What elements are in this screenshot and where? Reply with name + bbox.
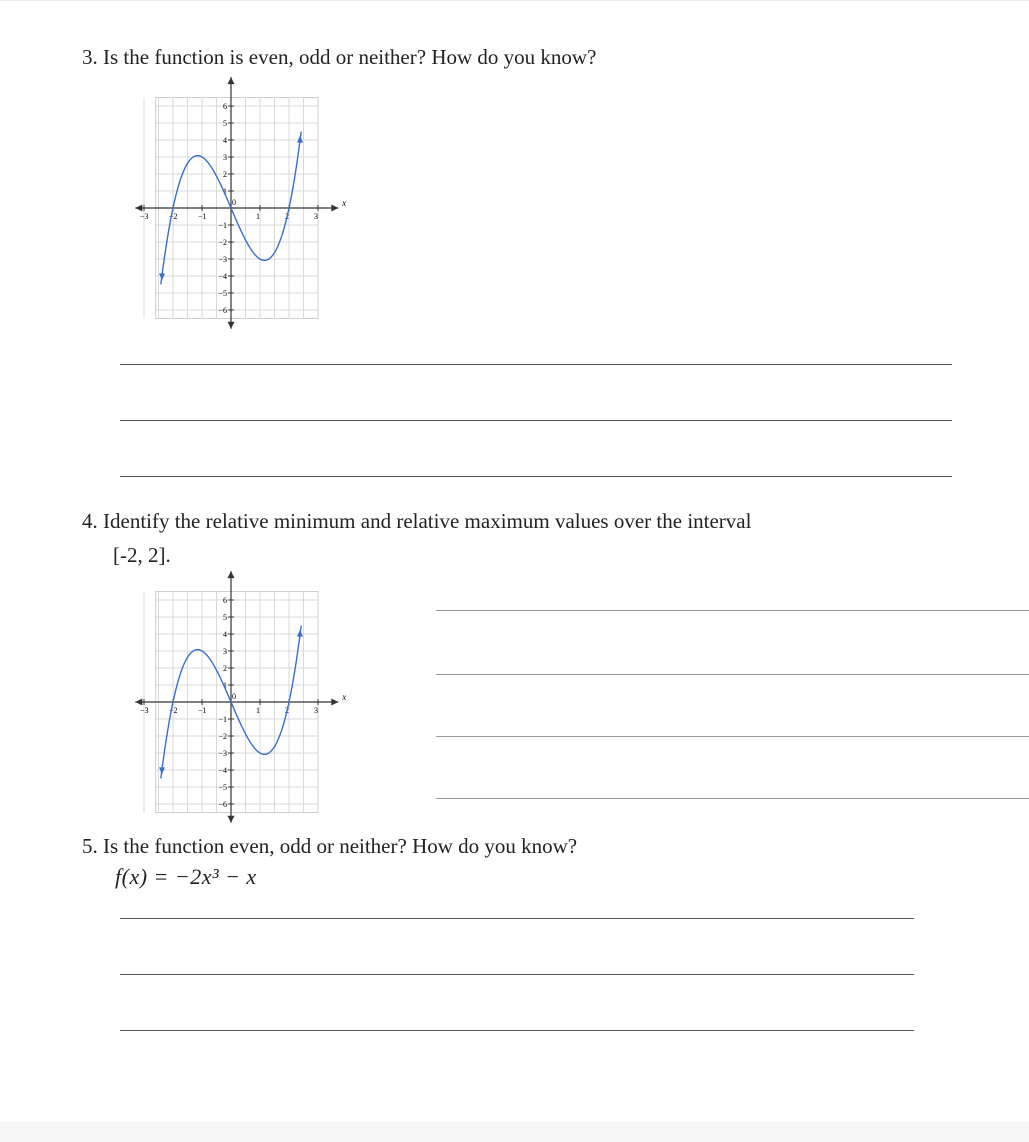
y-axis-arrow-down: [228, 322, 235, 329]
y-tick-label: 4: [223, 136, 227, 145]
y-tick-label: −3: [218, 255, 227, 264]
y-tick-label: −5: [218, 289, 227, 298]
x-axis-arrow-right: [331, 205, 338, 212]
y-tick-label: 2: [223, 170, 227, 179]
x-tick-label: 1: [256, 212, 260, 221]
y-tick-label: 6: [223, 596, 227, 605]
x-tick-label: −1: [198, 706, 207, 715]
question-3-answer-line-1[interactable]: [120, 364, 952, 365]
x-axis-arrow-right: [331, 699, 338, 706]
function-graph-svg: [128, 74, 348, 334]
x-tick-label: −2: [169, 212, 178, 221]
y-axis-arrow-up: [228, 571, 235, 578]
y-tick-label: −2: [218, 238, 227, 247]
x-tick-label: 0: [232, 692, 236, 701]
page-bottom-shade: [0, 1122, 1029, 1142]
y-tick-label: −4: [218, 766, 227, 775]
question-4-prompt-line-1: 4. Identify the relative minimum and relative maximum values over the interval: [82, 509, 752, 533]
y-tick-label: 3: [223, 153, 227, 162]
question-4-answer-line-2[interactable]: [436, 674, 1029, 675]
question-3-answer-line-3[interactable]: [120, 476, 952, 477]
x-tick-label: 3: [314, 212, 318, 221]
y-tick-label: 1: [223, 681, 227, 690]
y-tick-label: −1: [218, 715, 227, 724]
question-4-prompt-line-2: [-2, 2].: [113, 543, 171, 567]
curve-arrow-down: [159, 767, 165, 774]
question-5-answer-line-1[interactable]: [120, 918, 914, 919]
y-tick-label: 3: [223, 647, 227, 656]
curve-arrow-up: [297, 630, 303, 637]
question-3-prompt: 3. Is the function is even, odd or neither? How do you know?: [82, 45, 597, 69]
y-tick-label: −6: [218, 800, 227, 809]
question-4-graph: [128, 568, 348, 833]
y-tick-label: −4: [218, 272, 227, 281]
question-4-answer-line-3[interactable]: [436, 736, 1029, 737]
x-tick-label: 3: [314, 706, 318, 715]
x-tick-label: 1: [256, 706, 260, 715]
curve-arrow-down: [159, 273, 165, 280]
y-tick-label: −3: [218, 749, 227, 758]
question-4-answer-line-1[interactable]: [436, 610, 1029, 611]
y-tick-label: 5: [223, 119, 227, 128]
question-5-answer-line-2[interactable]: [120, 974, 914, 975]
function-graph-svg: [128, 568, 348, 828]
x-tick-label: −3: [140, 706, 149, 715]
x-tick-label: 2: [285, 706, 289, 715]
x-tick-label: 0: [232, 198, 236, 207]
x-tick-label: 2: [285, 212, 289, 221]
y-tick-label: 4: [223, 630, 227, 639]
y-tick-label: −6: [218, 306, 227, 315]
question-3-graph: [128, 74, 348, 339]
x-axis-label: x: [342, 198, 347, 208]
question-4-answer-line-4[interactable]: [436, 798, 1029, 799]
page-top-border: [0, 0, 1029, 1]
question-5-answer-line-3[interactable]: [120, 1030, 914, 1031]
y-axis-arrow-down: [228, 816, 235, 823]
y-tick-label: −5: [218, 783, 227, 792]
x-axis-label: x: [342, 692, 347, 702]
y-tick-label: 5: [223, 613, 227, 622]
x-axis-arrow-left: [135, 205, 142, 212]
y-tick-label: −1: [218, 221, 227, 230]
x-tick-label: −2: [169, 706, 178, 715]
curve-arrow-up: [297, 136, 303, 143]
y-tick-label: 1: [223, 187, 227, 196]
y-axis-arrow-up: [228, 77, 235, 84]
x-axis-arrow-left: [135, 699, 142, 706]
x-tick-label: −3: [140, 212, 149, 221]
question-5-prompt: 5. Is the function even, odd or neither? How do you know?: [82, 834, 578, 858]
y-tick-label: 2: [223, 664, 227, 673]
y-tick-label: 6: [223, 102, 227, 111]
question-3-answer-line-2[interactable]: [120, 420, 952, 421]
question-5-formula: f(x) = −2x³ − x: [115, 864, 257, 889]
x-tick-label: −1: [198, 212, 207, 221]
y-tick-label: −2: [218, 732, 227, 741]
